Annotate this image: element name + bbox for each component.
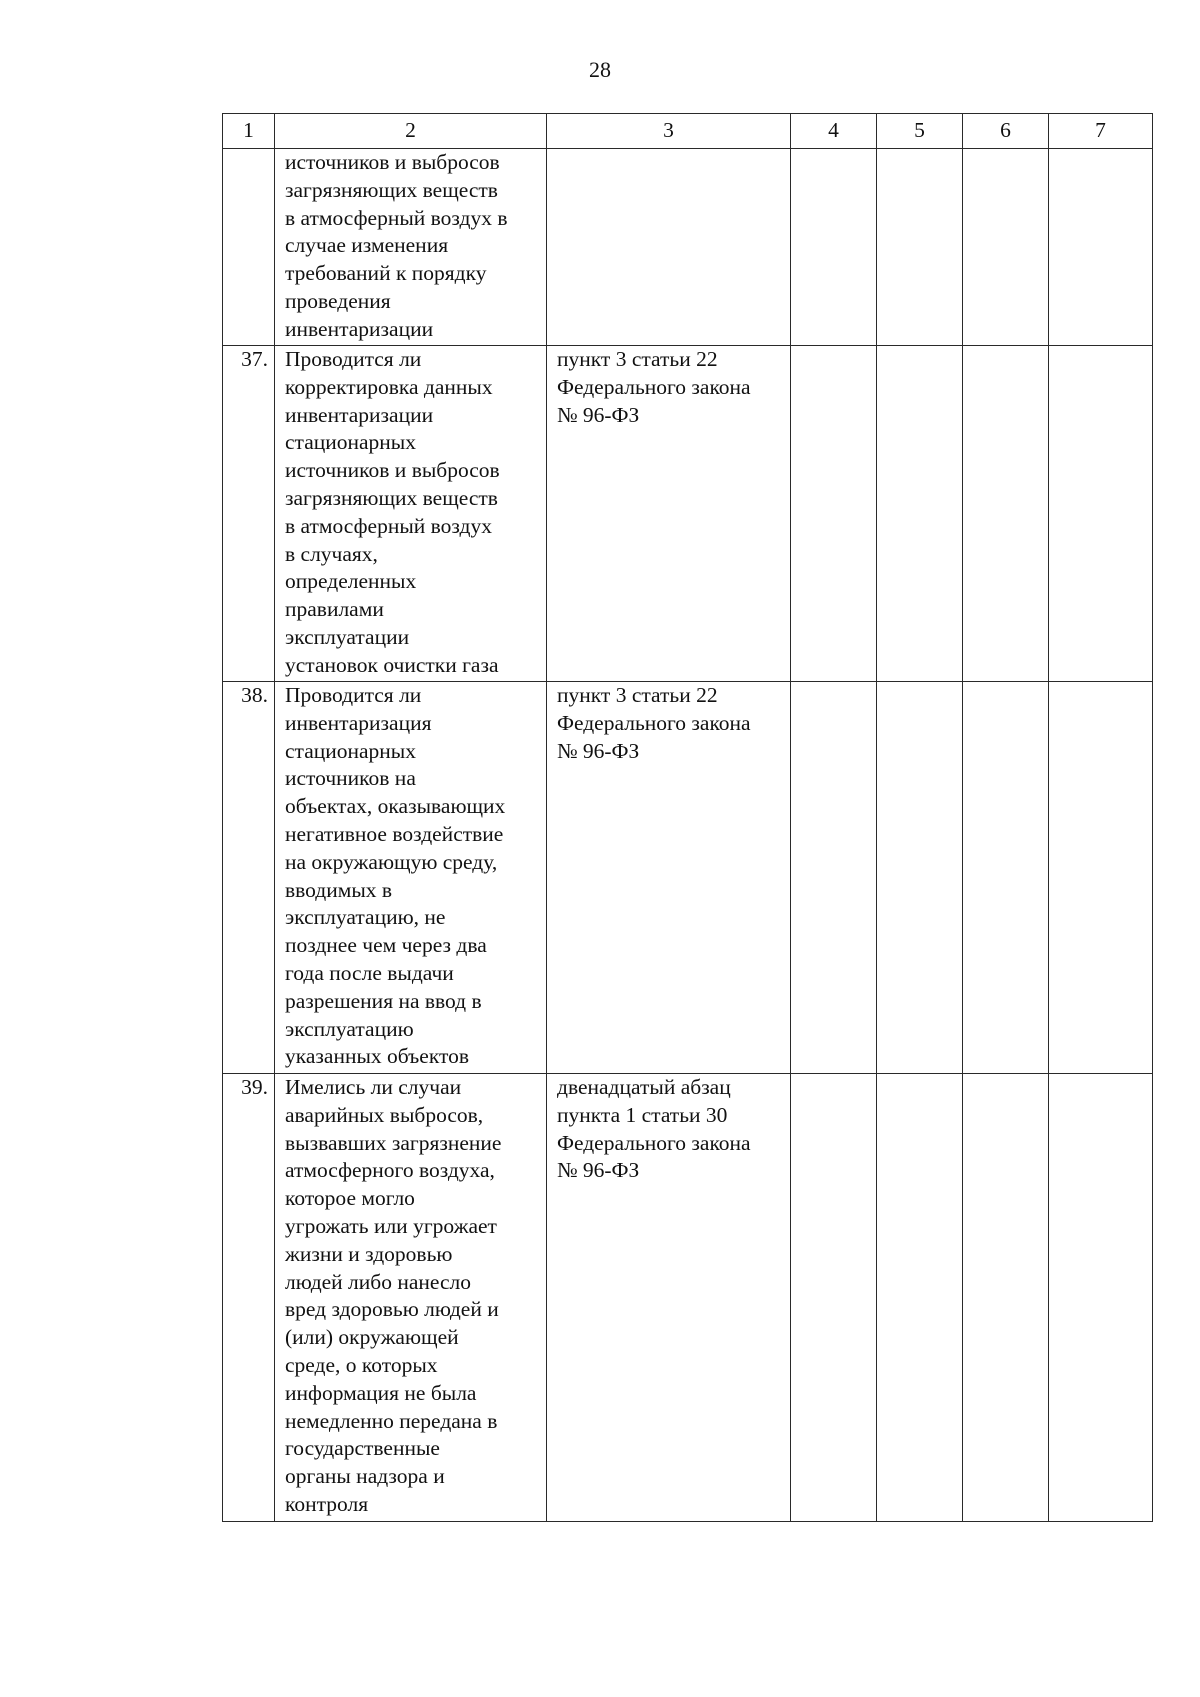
- table-row: [223, 1074, 1153, 1522]
- empty-cell: [963, 346, 1049, 682]
- column-header-6: 6: [963, 114, 1049, 149]
- page-number: 28: [589, 57, 611, 82]
- row-number: [223, 149, 275, 346]
- reference-cell: пункт 3 статьи 22 Федерального закона № 96-ФЗ: [547, 682, 791, 1074]
- empty-cell: [877, 149, 963, 346]
- row-number: 39.: [223, 1074, 275, 1522]
- empty-cell: [877, 1074, 963, 1522]
- empty-cell: [1049, 682, 1153, 1074]
- question-cell: источников и выбросов загрязняющих веществ в атмосферный воздух в случае изменения требований к порядку проведения инвентаризации: [275, 149, 547, 346]
- question-cell: Проводится ли корректировка данных инвентаризации стационарных источников и выбросов загрязняющих веществ в атмосферный воздух в случаях, определенных правилами эксплуатации установок очистки газа: [275, 346, 547, 682]
- empty-cell: [963, 682, 1049, 1074]
- column-header-7: 7: [1049, 114, 1153, 149]
- reference-cell: [547, 149, 791, 346]
- empty-cell: [791, 1074, 877, 1522]
- empty-cell: [1049, 149, 1153, 346]
- checklist-table: [222, 113, 1153, 1522]
- reference-cell: пункт 3 статьи 22 Федерального закона № 96-ФЗ: [547, 346, 791, 682]
- empty-cell: [877, 682, 963, 1074]
- column-header-1: 1: [223, 114, 275, 149]
- empty-cell: [963, 149, 1049, 346]
- empty-cell: [791, 682, 877, 1074]
- row-number: 38.: [223, 682, 275, 1074]
- column-header-2: 2: [275, 114, 547, 149]
- empty-cell: [1049, 1074, 1153, 1522]
- reference-cell: двенадцатый абзац пункта 1 статьи 30 Федерального закона № 96-ФЗ: [547, 1074, 791, 1522]
- column-header-3: 3: [547, 114, 791, 149]
- question-cell: Имелись ли случаи аварийных выбросов, вызвавших загрязнение атмосферного воздуха, которое могло угрожать или угрожает жизни и здоровью людей либо нанесло вред здоровью людей и (или) окружающей среде, о которых информация не была немедленно передана в государственные органы надзора и контроля: [275, 1074, 547, 1522]
- table-row: [223, 682, 1153, 1074]
- empty-cell: [1049, 346, 1153, 682]
- column-header-4: 4: [791, 114, 877, 149]
- empty-cell: [791, 346, 877, 682]
- table-row: [223, 149, 1153, 346]
- header-row: [223, 114, 1153, 149]
- column-header-5: 5: [877, 114, 963, 149]
- empty-cell: [791, 149, 877, 346]
- empty-cell: [963, 1074, 1049, 1522]
- question-cell: Проводится ли инвентаризация стационарных источников на объектах, оказывающих негативное воздействие на окружающую среду, вводимых в эксплуатацию, не позднее чем через два года после выдачи разрешения на ввод в эксплуатацию указанных объектов: [275, 682, 547, 1074]
- table-row: [223, 346, 1153, 682]
- row-number: 37.: [223, 346, 275, 682]
- empty-cell: [877, 346, 963, 682]
